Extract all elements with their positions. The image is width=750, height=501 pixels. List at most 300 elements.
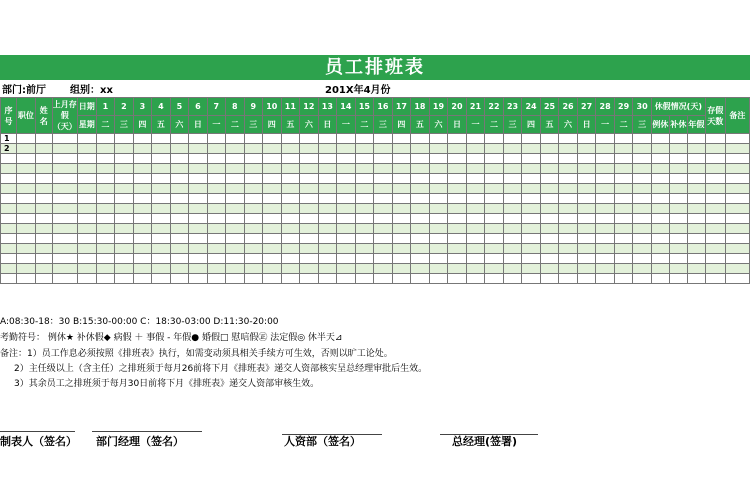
schedule-cell[interactable] — [669, 214, 687, 224]
schedule-cell[interactable] — [374, 214, 393, 224]
schedule-cell[interactable] — [152, 214, 170, 224]
schedule-cell[interactable] — [263, 174, 282, 184]
schedule-cell[interactable] — [411, 264, 430, 274]
schedule-cell[interactable] — [485, 234, 504, 244]
schedule-cell[interactable] — [614, 144, 633, 154]
schedule-cell[interactable] — [374, 144, 393, 154]
schedule-cell[interactable] — [633, 214, 652, 224]
schedule-cell[interactable] — [559, 194, 578, 204]
schedule-cell[interactable] — [226, 134, 244, 144]
schedule-cell[interactable] — [503, 174, 522, 184]
schedule-cell[interactable] — [596, 274, 615, 284]
schedule-cell[interactable] — [170, 194, 188, 204]
schedule-cell[interactable] — [687, 204, 705, 214]
schedule-cell[interactable] — [669, 264, 687, 274]
schedule-cell[interactable] — [669, 134, 687, 144]
schedule-cell[interactable] — [300, 244, 319, 254]
schedule-cell[interactable] — [170, 274, 188, 284]
schedule-cell[interactable] — [96, 134, 114, 144]
schedule-cell[interactable] — [392, 264, 411, 274]
schedule-cell[interactable] — [207, 264, 225, 274]
schedule-cell[interactable] — [337, 154, 356, 164]
schedule-cell[interactable] — [596, 224, 615, 234]
schedule-cell[interactable] — [687, 244, 705, 254]
schedule-cell[interactable] — [392, 174, 411, 184]
schedule-cell[interactable] — [374, 194, 393, 204]
schedule-cell[interactable] — [540, 134, 559, 144]
schedule-cell[interactable] — [725, 234, 749, 244]
schedule-cell[interactable] — [411, 274, 430, 284]
schedule-cell[interactable] — [503, 144, 522, 154]
schedule-cell[interactable] — [448, 204, 467, 214]
schedule-cell[interactable] — [596, 154, 615, 164]
schedule-cell[interactable] — [318, 174, 337, 184]
schedule-cell[interactable] — [559, 204, 578, 214]
schedule-cell[interactable] — [614, 224, 633, 234]
schedule-cell[interactable] — [337, 174, 356, 184]
schedule-cell[interactable] — [522, 174, 541, 184]
schedule-cell[interactable] — [577, 234, 596, 244]
schedule-cell[interactable] — [540, 274, 559, 284]
schedule-cell[interactable] — [374, 254, 393, 264]
schedule-cell[interactable] — [485, 174, 504, 184]
schedule-cell[interactable] — [596, 134, 615, 144]
schedule-cell[interactable] — [522, 244, 541, 254]
schedule-cell[interactable] — [35, 234, 52, 244]
schedule-cell[interactable] — [411, 184, 430, 194]
schedule-cell[interactable] — [392, 154, 411, 164]
schedule-cell[interactable] — [392, 234, 411, 244]
schedule-cell[interactable] — [687, 154, 705, 164]
schedule-cell[interactable] — [170, 144, 188, 154]
schedule-cell[interactable] — [614, 234, 633, 244]
schedule-cell[interactable] — [16, 234, 35, 244]
schedule-cell[interactable] — [244, 214, 262, 224]
schedule-cell[interactable] — [207, 134, 225, 144]
schedule-cell[interactable] — [503, 204, 522, 214]
schedule-cell[interactable] — [687, 264, 705, 274]
schedule-cell[interactable] — [355, 264, 374, 274]
schedule-cell[interactable] — [540, 204, 559, 214]
schedule-cell[interactable] — [355, 204, 374, 214]
schedule-cell[interactable] — [189, 184, 207, 194]
schedule-cell[interactable] — [559, 244, 578, 254]
schedule-cell[interactable] — [152, 174, 170, 184]
schedule-cell[interactable] — [448, 174, 467, 184]
schedule-cell[interactable] — [35, 274, 52, 284]
schedule-cell[interactable] — [392, 244, 411, 254]
schedule-cell[interactable] — [485, 264, 504, 274]
schedule-cell[interactable] — [337, 264, 356, 274]
schedule-cell[interactable] — [300, 234, 319, 244]
schedule-cell[interactable] — [281, 224, 300, 234]
schedule-cell[interactable] — [96, 184, 114, 194]
schedule-cell[interactable] — [16, 194, 35, 204]
schedule-cell[interactable] — [466, 234, 485, 244]
schedule-cell[interactable] — [300, 174, 319, 184]
schedule-cell[interactable] — [318, 244, 337, 254]
schedule-cell[interactable] — [540, 264, 559, 274]
schedule-cell[interactable] — [35, 174, 52, 184]
schedule-cell[interactable] — [651, 194, 669, 204]
schedule-cell[interactable] — [263, 274, 282, 284]
schedule-cell[interactable] — [170, 254, 188, 264]
schedule-cell[interactable] — [374, 174, 393, 184]
schedule-cell[interactable] — [577, 274, 596, 284]
schedule-cell[interactable] — [577, 264, 596, 274]
schedule-cell[interactable] — [207, 174, 225, 184]
schedule-cell[interactable] — [226, 184, 244, 194]
schedule-cell[interactable] — [596, 144, 615, 154]
schedule-cell[interactable] — [559, 134, 578, 144]
schedule-cell[interactable] — [337, 184, 356, 194]
schedule-cell[interactable] — [485, 144, 504, 154]
schedule-cell[interactable] — [374, 234, 393, 244]
schedule-cell[interactable] — [152, 224, 170, 234]
schedule-cell[interactable] — [337, 194, 356, 204]
schedule-cell[interactable] — [705, 144, 725, 154]
schedule-cell[interactable] — [244, 164, 262, 174]
schedule-cell[interactable] — [189, 144, 207, 154]
schedule-cell[interactable] — [411, 214, 430, 224]
schedule-cell[interactable] — [669, 234, 687, 244]
schedule-cell[interactable] — [115, 164, 133, 174]
schedule-cell[interactable] — [651, 184, 669, 194]
schedule-cell[interactable] — [687, 214, 705, 224]
schedule-cell[interactable] — [16, 254, 35, 264]
schedule-cell[interactable] — [77, 204, 96, 214]
schedule-cell[interactable] — [614, 194, 633, 204]
schedule-cell[interactable] — [429, 154, 448, 164]
schedule-cell[interactable] — [725, 224, 749, 234]
schedule-cell[interactable] — [411, 154, 430, 164]
schedule-cell[interactable] — [300, 264, 319, 274]
schedule-cell[interactable] — [687, 224, 705, 234]
schedule-cell[interactable] — [133, 274, 151, 284]
row-seq-cell[interactable] — [1, 254, 17, 264]
schedule-cell[interactable] — [577, 174, 596, 184]
schedule-cell[interactable] — [448, 234, 467, 244]
schedule-cell[interactable] — [411, 244, 430, 254]
schedule-cell[interactable] — [318, 264, 337, 274]
schedule-cell[interactable] — [429, 244, 448, 254]
schedule-cell[interactable] — [133, 164, 151, 174]
schedule-cell[interactable] — [77, 214, 96, 224]
schedule-cell[interactable] — [152, 194, 170, 204]
schedule-cell[interactable] — [411, 164, 430, 174]
schedule-cell[interactable] — [669, 164, 687, 174]
schedule-cell[interactable] — [448, 164, 467, 174]
schedule-cell[interactable] — [355, 224, 374, 234]
schedule-cell[interactable] — [614, 254, 633, 264]
schedule-cell[interactable] — [485, 164, 504, 174]
schedule-cell[interactable] — [651, 154, 669, 164]
schedule-cell[interactable] — [466, 264, 485, 274]
schedule-cell[interactable] — [559, 164, 578, 174]
schedule-cell[interactable] — [705, 244, 725, 254]
schedule-cell[interactable] — [522, 144, 541, 154]
schedule-cell[interactable] — [705, 254, 725, 264]
schedule-cell[interactable] — [687, 164, 705, 174]
schedule-cell[interactable] — [189, 194, 207, 204]
schedule-cell[interactable] — [207, 164, 225, 174]
schedule-cell[interactable] — [614, 274, 633, 284]
schedule-cell[interactable] — [189, 214, 207, 224]
schedule-cell[interactable] — [16, 224, 35, 234]
schedule-cell[interactable] — [559, 274, 578, 284]
schedule-cell[interactable] — [651, 214, 669, 224]
schedule-cell[interactable] — [170, 234, 188, 244]
schedule-cell[interactable] — [466, 184, 485, 194]
schedule-cell[interactable] — [540, 164, 559, 174]
schedule-cell[interactable] — [540, 184, 559, 194]
schedule-cell[interactable] — [411, 134, 430, 144]
schedule-cell[interactable] — [522, 274, 541, 284]
schedule-cell[interactable] — [596, 254, 615, 264]
schedule-cell[interactable] — [596, 204, 615, 214]
schedule-cell[interactable] — [705, 134, 725, 144]
schedule-cell[interactable] — [35, 224, 52, 234]
schedule-cell[interactable] — [392, 254, 411, 264]
schedule-cell[interactable] — [503, 274, 522, 284]
schedule-cell[interactable] — [614, 174, 633, 184]
schedule-cell[interactable] — [337, 254, 356, 264]
schedule-cell[interactable] — [263, 204, 282, 214]
schedule-cell[interactable] — [448, 194, 467, 204]
schedule-cell[interactable] — [411, 144, 430, 154]
schedule-cell[interactable] — [705, 164, 725, 174]
schedule-cell[interactable] — [170, 164, 188, 174]
schedule-cell[interactable] — [170, 174, 188, 184]
schedule-cell[interactable] — [207, 254, 225, 264]
row-seq-cell[interactable] — [1, 164, 17, 174]
schedule-cell[interactable] — [485, 134, 504, 144]
schedule-cell[interactable] — [687, 194, 705, 204]
schedule-cell[interactable] — [503, 264, 522, 274]
schedule-cell[interactable] — [596, 244, 615, 254]
schedule-cell[interactable] — [355, 144, 374, 154]
schedule-cell[interactable] — [392, 184, 411, 194]
schedule-cell[interactable] — [337, 244, 356, 254]
schedule-cell[interactable] — [115, 134, 133, 144]
schedule-cell[interactable] — [115, 254, 133, 264]
schedule-cell[interactable] — [300, 214, 319, 224]
schedule-cell[interactable] — [35, 134, 52, 144]
schedule-cell[interactable] — [337, 224, 356, 234]
schedule-cell[interactable] — [318, 234, 337, 244]
schedule-cell[interactable] — [96, 214, 114, 224]
schedule-cell[interactable] — [429, 194, 448, 204]
schedule-cell[interactable] — [374, 164, 393, 174]
schedule-cell[interactable] — [596, 214, 615, 224]
schedule-cell[interactable] — [485, 254, 504, 264]
schedule-cell[interactable] — [77, 224, 96, 234]
schedule-cell[interactable] — [133, 214, 151, 224]
schedule-cell[interactable] — [300, 164, 319, 174]
schedule-cell[interactable] — [725, 144, 749, 154]
schedule-cell[interactable] — [633, 224, 652, 234]
schedule-cell[interactable] — [16, 204, 35, 214]
schedule-cell[interactable] — [559, 224, 578, 234]
schedule-cell[interactable] — [207, 154, 225, 164]
schedule-cell[interactable] — [540, 234, 559, 244]
schedule-cell[interactable] — [374, 274, 393, 284]
schedule-cell[interactable] — [725, 184, 749, 194]
schedule-cell[interactable] — [633, 204, 652, 214]
schedule-cell[interactable] — [596, 194, 615, 204]
schedule-cell[interactable] — [96, 204, 114, 214]
schedule-cell[interactable] — [337, 144, 356, 154]
schedule-cell[interactable] — [77, 274, 96, 284]
schedule-cell[interactable] — [96, 194, 114, 204]
schedule-cell[interactable] — [281, 144, 300, 154]
schedule-cell[interactable] — [466, 174, 485, 184]
schedule-cell[interactable] — [614, 184, 633, 194]
schedule-cell[interactable] — [374, 264, 393, 274]
schedule-cell[interactable] — [96, 154, 114, 164]
schedule-cell[interactable] — [244, 144, 262, 154]
schedule-cell[interactable] — [705, 174, 725, 184]
schedule-cell[interactable] — [392, 204, 411, 214]
schedule-cell[interactable] — [52, 174, 77, 184]
schedule-cell[interactable] — [429, 264, 448, 274]
schedule-cell[interactable] — [705, 264, 725, 274]
schedule-cell[interactable] — [577, 154, 596, 164]
schedule-cell[interactable] — [170, 224, 188, 234]
schedule-cell[interactable] — [540, 224, 559, 234]
schedule-cell[interactable] — [207, 274, 225, 284]
schedule-cell[interactable] — [522, 214, 541, 224]
schedule-cell[interactable] — [466, 274, 485, 284]
schedule-cell[interactable] — [651, 254, 669, 264]
schedule-cell[interactable] — [207, 224, 225, 234]
schedule-cell[interactable] — [651, 134, 669, 144]
schedule-cell[interactable] — [77, 264, 96, 274]
schedule-cell[interactable] — [16, 244, 35, 254]
schedule-cell[interactable] — [725, 134, 749, 144]
schedule-cell[interactable] — [281, 174, 300, 184]
schedule-cell[interactable] — [52, 224, 77, 234]
schedule-cell[interactable] — [152, 164, 170, 174]
schedule-cell[interactable] — [300, 194, 319, 204]
schedule-cell[interactable] — [77, 244, 96, 254]
schedule-cell[interactable] — [226, 234, 244, 244]
schedule-cell[interactable] — [133, 174, 151, 184]
schedule-cell[interactable] — [16, 264, 35, 274]
schedule-cell[interactable] — [540, 244, 559, 254]
schedule-cell[interactable] — [577, 224, 596, 234]
schedule-cell[interactable] — [52, 244, 77, 254]
schedule-cell[interactable] — [522, 194, 541, 204]
schedule-cell[interactable] — [651, 174, 669, 184]
schedule-cell[interactable] — [633, 274, 652, 284]
schedule-cell[interactable] — [559, 264, 578, 274]
schedule-cell[interactable] — [466, 154, 485, 164]
schedule-cell[interactable] — [429, 144, 448, 154]
schedule-cell[interactable] — [96, 264, 114, 274]
schedule-cell[interactable] — [35, 254, 52, 264]
schedule-cell[interactable] — [429, 224, 448, 234]
schedule-cell[interactable] — [300, 224, 319, 234]
schedule-cell[interactable] — [633, 194, 652, 204]
schedule-cell[interactable] — [503, 164, 522, 174]
schedule-cell[interactable] — [429, 184, 448, 194]
schedule-cell[interactable] — [503, 234, 522, 244]
schedule-cell[interactable] — [540, 154, 559, 164]
schedule-cell[interactable] — [577, 164, 596, 174]
schedule-cell[interactable] — [596, 234, 615, 244]
schedule-cell[interactable] — [52, 234, 77, 244]
schedule-cell[interactable] — [392, 134, 411, 144]
schedule-cell[interactable] — [429, 204, 448, 214]
schedule-cell[interactable] — [77, 154, 96, 164]
schedule-cell[interactable] — [355, 244, 374, 254]
schedule-cell[interactable] — [16, 134, 35, 144]
schedule-cell[interactable] — [115, 194, 133, 204]
schedule-cell[interactable] — [263, 244, 282, 254]
schedule-cell[interactable] — [263, 144, 282, 154]
schedule-cell[interactable] — [633, 174, 652, 184]
schedule-cell[interactable] — [281, 194, 300, 204]
schedule-cell[interactable] — [448, 244, 467, 254]
schedule-cell[interactable] — [725, 164, 749, 174]
schedule-cell[interactable] — [52, 254, 77, 264]
schedule-cell[interactable] — [485, 274, 504, 284]
schedule-cell[interactable] — [540, 214, 559, 224]
schedule-cell[interactable] — [485, 224, 504, 234]
row-seq-cell[interactable] — [1, 214, 17, 224]
schedule-cell[interactable] — [411, 194, 430, 204]
schedule-cell[interactable] — [207, 234, 225, 244]
schedule-cell[interactable] — [429, 254, 448, 264]
schedule-cell[interactable] — [577, 194, 596, 204]
schedule-cell[interactable] — [189, 204, 207, 214]
schedule-cell[interactable] — [244, 184, 262, 194]
row-seq-cell[interactable] — [1, 194, 17, 204]
schedule-cell[interactable] — [337, 164, 356, 174]
schedule-cell[interactable] — [614, 154, 633, 164]
schedule-cell[interactable] — [133, 134, 151, 144]
schedule-cell[interactable] — [300, 144, 319, 154]
schedule-cell[interactable] — [651, 264, 669, 274]
schedule-cell[interactable] — [152, 184, 170, 194]
schedule-cell[interactable] — [429, 234, 448, 244]
schedule-cell[interactable] — [189, 274, 207, 284]
schedule-cell[interactable] — [725, 174, 749, 184]
schedule-cell[interactable] — [633, 264, 652, 274]
schedule-cell[interactable] — [485, 194, 504, 204]
schedule-cell[interactable] — [651, 144, 669, 154]
schedule-cell[interactable] — [705, 204, 725, 214]
schedule-cell[interactable] — [411, 234, 430, 244]
schedule-cell[interactable] — [577, 214, 596, 224]
schedule-cell[interactable] — [337, 234, 356, 244]
schedule-cell[interactable] — [687, 234, 705, 244]
schedule-cell[interactable] — [466, 144, 485, 154]
row-seq-cell[interactable]: 1 — [1, 134, 17, 144]
schedule-cell[interactable] — [633, 254, 652, 264]
schedule-cell[interactable] — [170, 244, 188, 254]
schedule-cell[interactable] — [133, 144, 151, 154]
schedule-cell[interactable] — [77, 134, 96, 144]
schedule-cell[interactable] — [725, 194, 749, 204]
schedule-cell[interactable] — [337, 204, 356, 214]
schedule-cell[interactable] — [355, 214, 374, 224]
schedule-cell[interactable] — [669, 224, 687, 234]
schedule-cell[interactable] — [263, 254, 282, 264]
schedule-cell[interactable] — [226, 224, 244, 234]
schedule-cell[interactable] — [705, 214, 725, 224]
